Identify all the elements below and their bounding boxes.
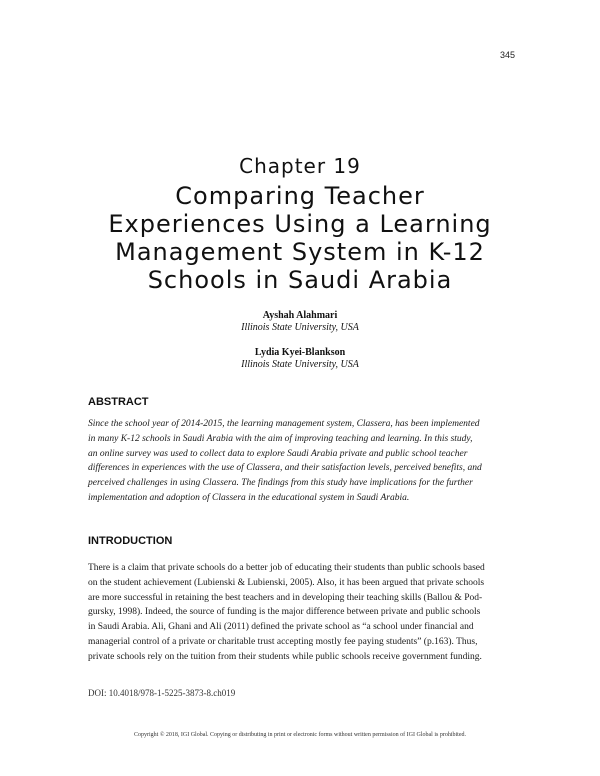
- abstract-line: an online survey was used to collect data to explore Saudi Arabia private and public school teacher: [88, 448, 468, 459]
- copyright-notice: Copyright © 2018, IGI Global. Copying or distributing in print or electronic forms without written permission of IGI Global is prohibited.: [133, 732, 466, 738]
- chapter-label: Chapter 19: [239, 154, 361, 178]
- abstract-line: in many K-12 schools in Saudi Arabia with the aim of improving teaching and learning. In this study,: [88, 433, 473, 444]
- introduction-line: in Saudi Arabia. Ali, Ghani and Ali (2011) defined the private school as “a school under financial and: [88, 622, 474, 633]
- author-affiliation: Illinois State University, USA: [241, 359, 359, 370]
- abstract-line: implementation and adoption of Classera in the educational system in Saudi Arabia.: [88, 492, 410, 503]
- author-affiliation: Illinois State University, USA: [241, 322, 359, 333]
- title-line: Comparing Teacher: [175, 182, 425, 210]
- page-number: 345: [499, 50, 515, 60]
- title-line: Schools in Saudi Arabia: [147, 266, 453, 294]
- abstract-heading: ABSTRACT: [88, 396, 149, 408]
- chapter-title: [80, 182, 520, 294]
- introduction-line: private schools rely on the tuition from their students while public schools receive government funding.: [88, 651, 482, 662]
- abstract-line: differences in experiences with the use of Classera, and their satisfaction levels, perceived benefits, and: [88, 463, 482, 474]
- introduction-text: [88, 561, 516, 665]
- doi-link[interactable]: DOI: 10.4018/978-1-5225-3873-8.ch019: [88, 688, 236, 698]
- introduction-line: are more successful in retaining the best teachers and in developing their teaching skills (Ballou & Pod-: [88, 592, 483, 603]
- introduction-line: gursky, 1998). Indeed, the source of funding is the major difference between private and public schools: [88, 607, 481, 618]
- introduction-line: There is a claim that private schools do a better job of educating their students than public schools based: [88, 563, 485, 573]
- abstract-text: [88, 417, 516, 506]
- author-name: Lydia Kyei-Blankson: [254, 347, 346, 358]
- introduction-line: on the student achievement (Lubienski & Lubienski, 2005). Also, it has been argued that private schools: [88, 577, 485, 588]
- introduction-heading: INTRODUCTION: [88, 535, 173, 547]
- author-name: Ayshah Alahmari: [262, 310, 338, 321]
- abstract-line: perceived challenges in using Classera. The findings from this study have implications for the further: [88, 478, 473, 489]
- title-line: Management System in K-12: [115, 238, 485, 266]
- author-block: [0, 347, 600, 370]
- introduction-line: managerial control of a private or charitable trust accepting mostly fee paying students” (p.163). Thus,: [88, 636, 478, 647]
- abstract-line: Since the school year of 2014-2015, the learning management system, Classera, has been implemented: [88, 419, 480, 429]
- author-block: [0, 310, 600, 333]
- title-line: Experiences Using a Learning: [108, 210, 492, 238]
